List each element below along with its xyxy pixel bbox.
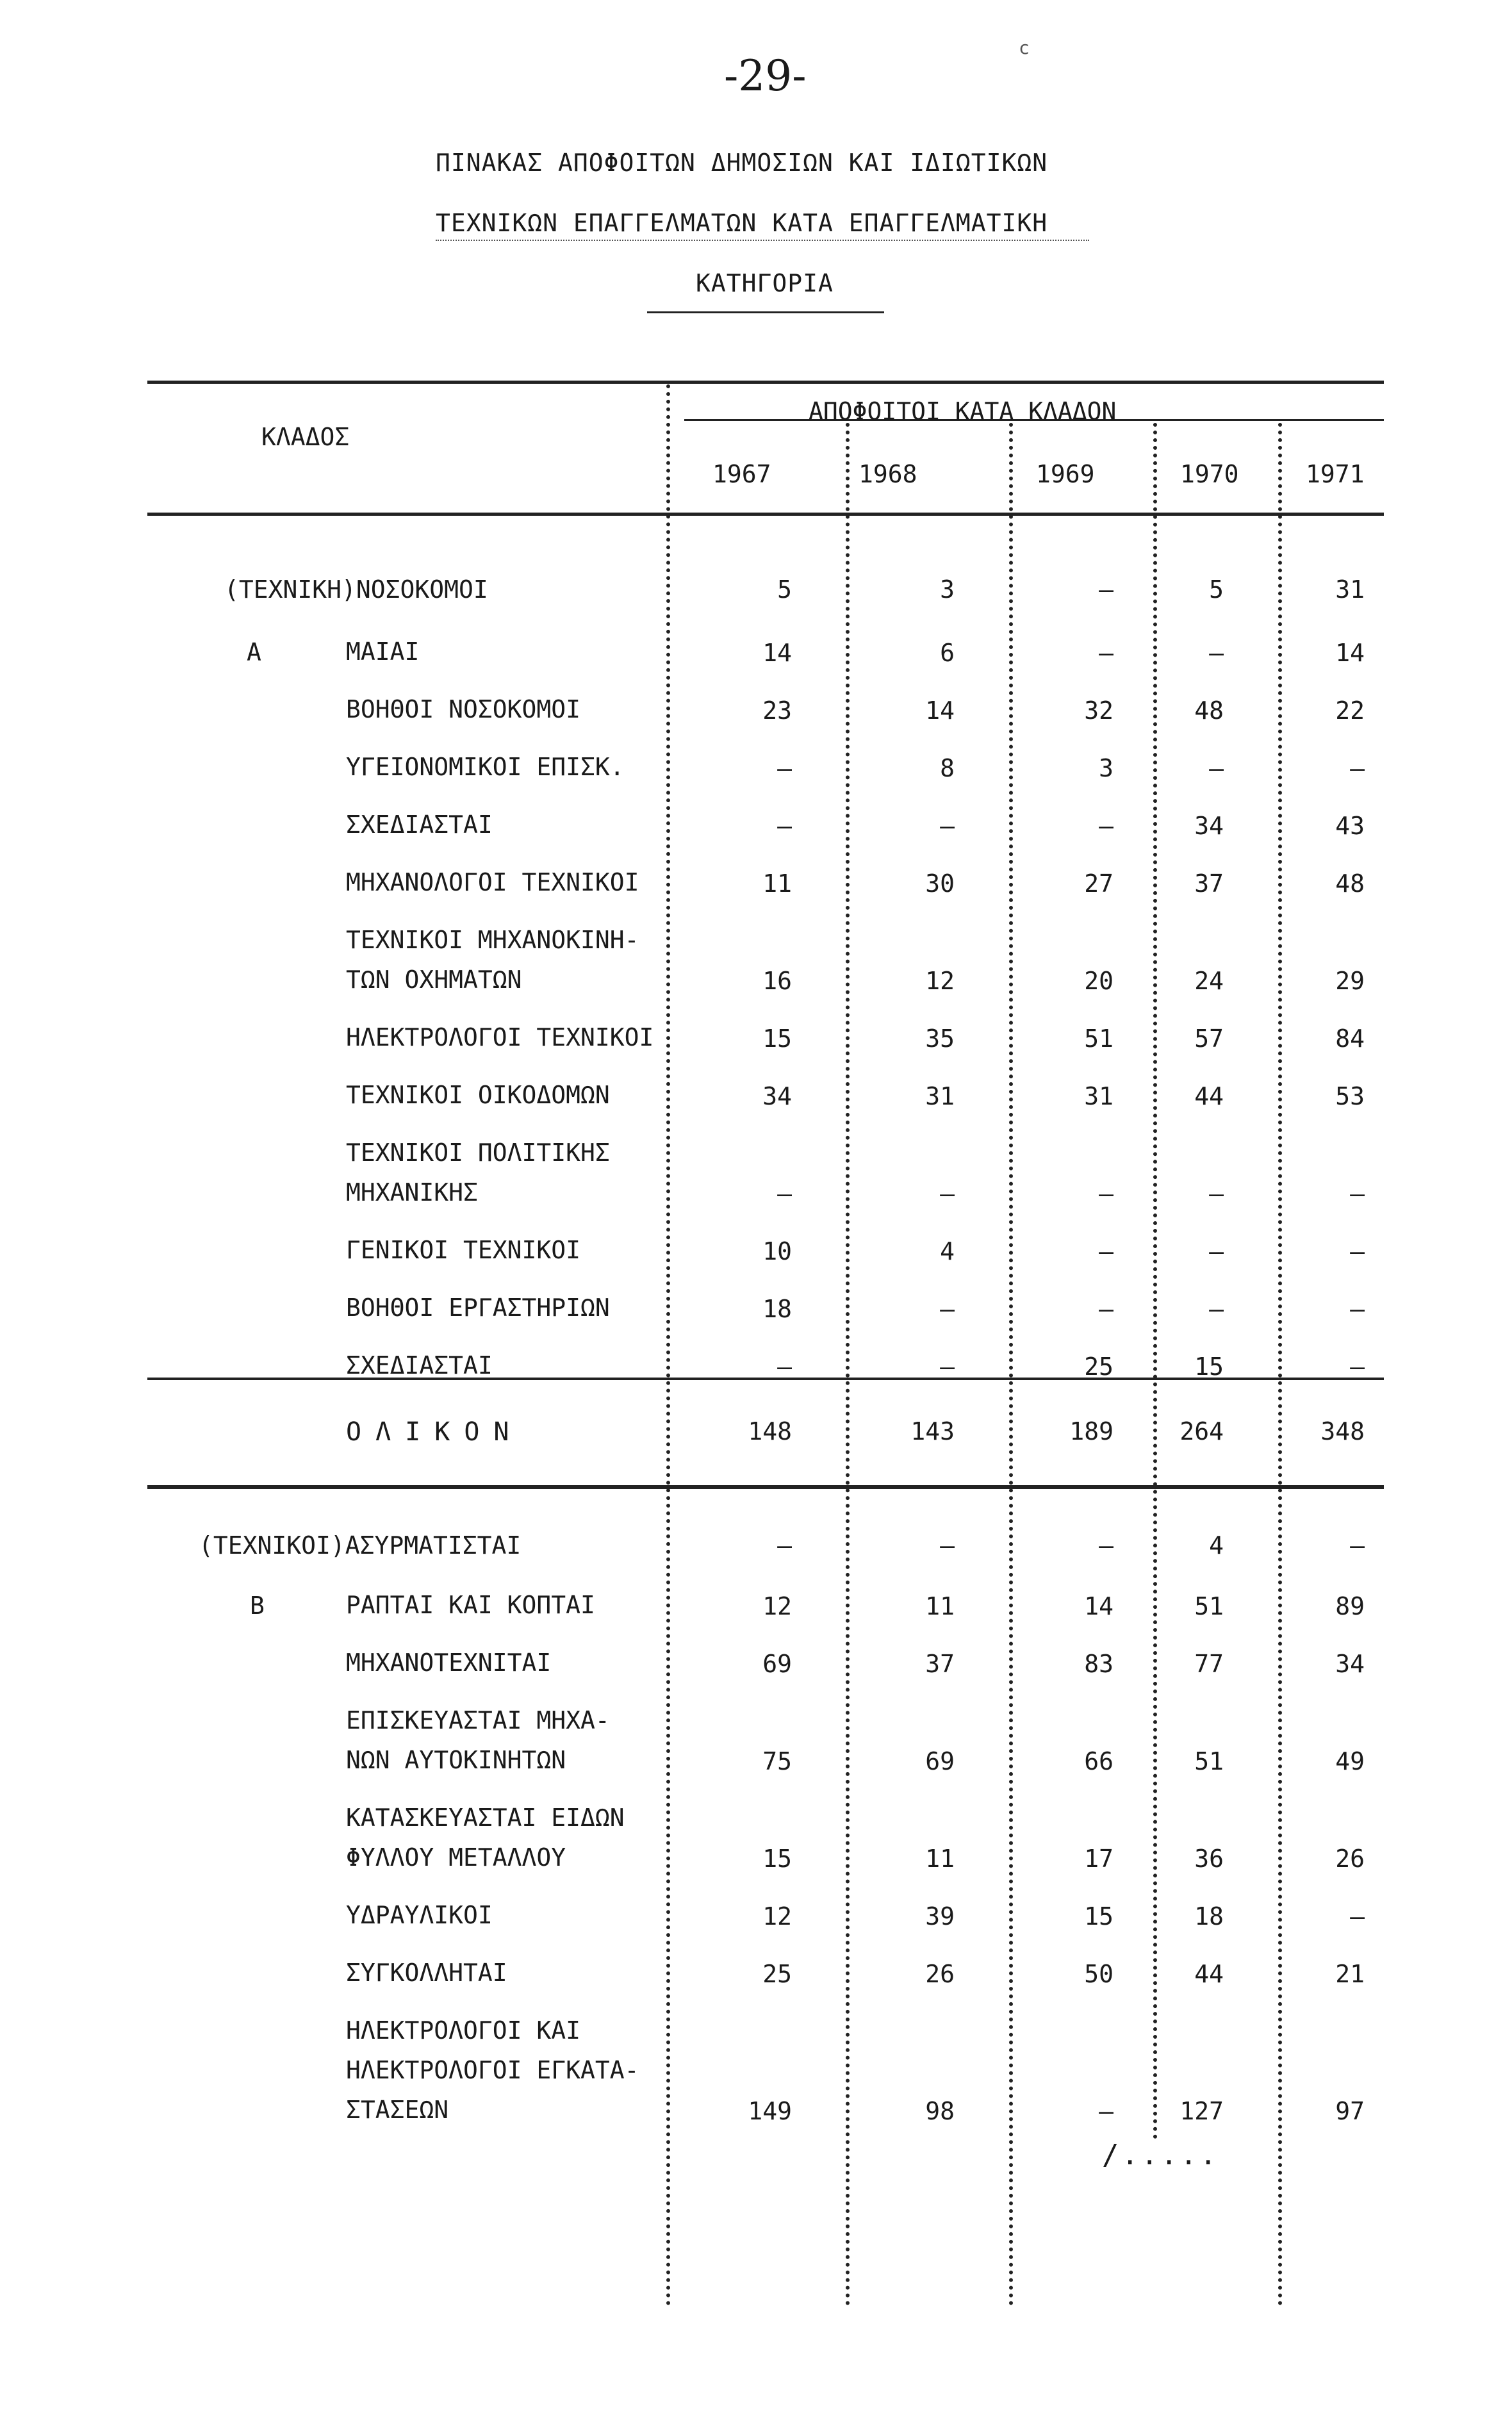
section-b-row-label [346,1798,625,1877]
section-b-cell: 26 [1335,1845,1365,1873]
title-line-1: ΠΙΝΑΚΑΣ ΑΠΟΦΟΙΤΩΝ ΔΗΜΟΣΙΩΝ ΚΑΙ ΙΔΙΩΤΙΚΩΝ [436,149,1048,177]
total-cell: 264 [1179,1417,1224,1445]
section-a-row-label [346,862,639,902]
section-a-cell: 29 [1335,967,1365,995]
section-a-row-label [346,920,639,1000]
total-cell: 143 [910,1417,955,1445]
section-b-cell: 14 [1084,1592,1113,1620]
section-a-cell: 48 [1194,696,1224,725]
section-a-title-cell: 3 [940,575,955,604]
section-a-title-cell: 31 [1335,575,1365,604]
section-a-row-label [346,805,493,844]
column-separator [1153,423,1157,2140]
row-label-line: ΚΑΤΑΣΚΕΥΑΣΤΑΙ ΕΙΔΩΝ [346,1804,625,1832]
section-b-cell: 51 [1194,1592,1224,1620]
section-a-cell: – [1209,1295,1224,1323]
total-label: ΟΛΙΚΟΝ [346,1417,523,1447]
section-a-title-cell: 5 [1209,575,1224,604]
continuation-mark: /..... [1102,2139,1219,2171]
section-a-cell: 14 [762,639,792,667]
section-a-cell: 15 [762,1024,792,1053]
section-b-title-cell: – [940,1531,955,1559]
title-line-2: ΤΕΧΝΙΚΩΝ ΕΠΑΓΓΕΛΜΑΤΩΝ ΚΑΤΑ ΕΠΑΓΓΕΛΜΑΤΙΚΗ [436,209,1048,237]
row-label-line: ΒΟΗΘΟΙ ΝΟΣΟΚΟΜΟΙ [346,695,581,723]
section-b-cell: 127 [1179,2097,1224,2125]
section-a-cell: 6 [940,639,955,667]
page-number: -29- [724,51,807,101]
section-a-cell: – [940,812,955,840]
section-a-cell: – [1350,1295,1365,1323]
section-b-title-cell: – [1099,1531,1113,1559]
title-dotted-underline [436,238,1089,241]
total-bottom-rule [147,1485,1384,1489]
title-line-3: ΚΑΤΗΓΟΡΙΑ [696,269,834,297]
section-a-row-label [346,1230,580,1270]
row-label-line: ΗΛΕΚΤΡΟΛΟΓΟΙ ΕΓΚΑΤΑ- [346,2056,639,2084]
section-a-cell: 4 [940,1237,955,1265]
section-a-row-label [346,689,580,729]
section-b-cell: – [1350,1902,1365,1930]
row-label-line: ΥΓΕΙΟΝΟΜΙΚΟΙ ΕΠΙΣΚ. [346,753,625,781]
total-cell: 148 [748,1417,792,1445]
row-label-line: ΜΗΧΑΝΟΤΕΧΝΙΤΑΙ [346,1649,552,1677]
section-a-cell: 11 [762,869,792,898]
section-b-row-label [346,1585,595,1625]
section-b-cell: 49 [1335,1747,1365,1775]
section-a-cell: – [1209,1237,1224,1265]
section-a-cell: – [1209,1180,1224,1208]
header-bottom-rule [147,513,1384,516]
section-a-cell: – [1209,754,1224,782]
section-a-cell: 22 [1335,696,1365,725]
section-b-cell: 149 [748,2097,792,2125]
section-b-cell: 89 [1335,1592,1365,1620]
section-a-cell: 57 [1194,1024,1224,1053]
row-label-line: ΕΠΙΣΚΕΥΑΣΤΑΙ ΜΗΧΑ- [346,1706,610,1734]
section-b-cell: 17 [1084,1845,1113,1873]
row-label-line: ΗΛΕΚΤΡΟΛΟΓΟΙ ΚΑΙ [346,2016,581,2044]
section-b-cell: 69 [925,1747,955,1775]
section-a-cell: 16 [762,967,792,995]
row-label-line: ΜΑΙΑΙ [346,638,420,666]
section-a-row-label [346,1345,493,1385]
row-label-line: ΣΥΓΚΟΛΛΗΤΑΙ [346,1959,507,1987]
section-a-row-label [346,1017,653,1057]
section-b-cell: 39 [925,1902,955,1930]
row-label-line: ΤΩΝ ΟΧΗΜΑΤΩΝ [346,966,522,994]
row-label-line: ΗΛΕΚΤΡΟΛΟΓΟΙ ΤΕΧΝΙΚΟΙ [346,1023,654,1051]
section-a-cell: – [777,1353,792,1381]
section-a-cell: 12 [925,967,955,995]
section-a-cell: 31 [1084,1082,1113,1110]
section-b-cell: 83 [1084,1650,1113,1678]
section-b-row-label [346,1895,493,1935]
section-a-row-label [346,747,625,787]
section-a-cell: – [777,1180,792,1208]
corner-mark: c [1019,37,1030,58]
section-a-cell: 3 [1099,754,1113,782]
section-b-row-label [346,1700,610,1780]
total-cell: 189 [1069,1417,1113,1445]
section-a-cell: 15 [1194,1353,1224,1381]
section-a-cell: 34 [1194,812,1224,840]
section-a-cell: 37 [1194,869,1224,898]
section-a-cell: 34 [762,1082,792,1110]
section-b-letter: Β [250,1592,265,1620]
row-label-line: ΜΗΧΑΝΙΚΗΣ [346,1178,478,1206]
section-a-cell: 18 [762,1295,792,1323]
section-a-cell: 10 [762,1237,792,1265]
section-a-cell: – [1209,639,1224,667]
section-b-cell: 11 [925,1592,955,1620]
section-a-row-label [346,632,419,671]
section-b-cell: 69 [762,1650,792,1678]
section-b-cell: 50 [1084,1960,1113,1988]
section-a-title-cell: – [1099,575,1113,604]
section-a-cell: 8 [940,754,955,782]
table-top-rule [147,381,1384,384]
section-b-cell: 15 [762,1845,792,1873]
section-b-cell: – [1099,2097,1113,2125]
section-a-row-label [346,1133,610,1212]
section-a-cell: 23 [762,696,792,725]
section-b-cell: 77 [1194,1650,1224,1678]
section-b-title: (ΤΕΧΝΙΚΟΙ)ΑΣΥΡΜΑΤΙΣΤΑΙ [199,1531,522,1559]
section-b-cell: 25 [762,1960,792,1988]
section-b-cell: 75 [762,1747,792,1775]
year-1969: 1969 [1036,460,1095,488]
section-a-cell: 24 [1194,967,1224,995]
section-a-cell: 20 [1084,967,1113,995]
row-label-line: ΣΤΑΣΕΩΝ [346,2096,449,2124]
section-a-cell: – [940,1295,955,1323]
row-label-line: ΤΕΧΝΙΚΟΙ ΟΙΚΟΔΟΜΩΝ [346,1081,610,1109]
section-b-row-label [346,1643,551,1682]
section-a-cell: 25 [1084,1353,1113,1381]
section-b-cell: 36 [1194,1845,1224,1873]
row-label-line: ΤΕΧΝΙΚΟΙ ΠΟΛΙΤΙΚΗΣ [346,1139,610,1167]
row-label-line: ΣΧΕΔΙΑΣΤΑΙ [346,1351,493,1379]
section-b-cell: 97 [1335,2097,1365,2125]
section-b-cell: 44 [1194,1960,1224,1988]
section-b-row-label [346,2011,639,2130]
section-a-cell: – [1099,812,1113,840]
section-a-cell: 43 [1335,812,1365,840]
row-label-line: ΒΟΗΘΟΙ ΕΡΓΑΣΤΗΡΙΩΝ [346,1294,610,1322]
section-b-row-label [346,1953,507,1993]
section-b-cell: 26 [925,1960,955,1988]
section-b-cell: 34 [1335,1650,1365,1678]
section-b-cell: 21 [1335,1960,1365,1988]
row-label-line: ΡΑΠΤΑΙ ΚΑΙ ΚΟΠΤΑΙ [346,1591,595,1619]
section-a-cell: – [1099,1237,1113,1265]
header-klados: ΚΛΑΔΟΣ [261,423,350,451]
section-a-cell: – [940,1353,955,1381]
section-a-letter: Α [247,638,261,666]
section-a-cell: 44 [1194,1082,1224,1110]
column-separator [846,423,850,2307]
section-a-cell: – [1350,754,1365,782]
section-a-cell: – [1350,1353,1365,1381]
section-a-cell: – [1099,1180,1113,1208]
section-a-cell: – [1099,1295,1113,1323]
row-label-line: ΓΕΝΙΚΟΙ ΤΕΧΝΙΚΟΙ [346,1236,581,1264]
year-1968: 1968 [859,460,917,488]
section-b-cell: 18 [1194,1902,1224,1930]
year-1967: 1967 [712,460,771,488]
section-b-cell: 12 [762,1902,792,1930]
header-group: ΑΠΟΦΟΙΤΟΙ ΚΑΤΑ ΚΛΑΔΟΝ [809,397,1117,425]
section-a-cell: 32 [1084,696,1113,725]
section-b-cell: 66 [1084,1747,1113,1775]
section-a-cell: 51 [1084,1024,1113,1053]
section-a-cell: 14 [925,696,955,725]
year-1971: 1971 [1306,460,1365,488]
section-a-cell: 14 [1335,639,1365,667]
section-b-cell: 12 [762,1592,792,1620]
section-b-cell: 15 [1084,1902,1113,1930]
row-label-line: ΤΕΧΝΙΚΟΙ ΜΗΧΑΝΟΚΙΝΗ- [346,926,639,954]
section-a-cell: 84 [1335,1024,1365,1053]
section-b-title-cell: 4 [1209,1531,1224,1559]
year-1970: 1970 [1180,460,1239,488]
section-a-cell: – [1350,1180,1365,1208]
section-a-cell: 31 [925,1082,955,1110]
section-b-title-cell: – [1350,1531,1365,1559]
section-a-title: (ΤΕΧΝΙΚΗ)ΝΟΣΟΚΟΜΟΙ [224,575,488,604]
section-b-title-cell: – [777,1531,792,1559]
row-label-line: ΣΧΕΔΙΑΣΤΑΙ [346,810,493,839]
column-separator [666,384,670,2307]
section-a-row-label [346,1075,610,1115]
section-a-cell: – [1099,639,1113,667]
row-label-line: ΜΗΧΑΝΟΛΟΓΟΙ ΤΕΧΝΙΚΟΙ [346,868,639,896]
total-cell: 348 [1320,1417,1365,1445]
row-label-line: ΥΔΡΑΥΛΙΚΟΙ [346,1901,493,1929]
section-a-cell: 27 [1084,869,1113,898]
section-a-cell: – [777,754,792,782]
section-a-cell: – [940,1180,955,1208]
section-b-cell: 51 [1194,1747,1224,1775]
section-a-cell: 48 [1335,869,1365,898]
section-b-cell: 11 [925,1845,955,1873]
section-a-title-cell: 5 [777,575,792,604]
row-label-line: ΝΩΝ ΑΥΤΟΚΙΝΗΤΩΝ [346,1746,566,1774]
section-a-cell: 30 [925,869,955,898]
section-a-cell: 53 [1335,1082,1365,1110]
section-a-row-label [346,1288,610,1328]
section-a-cell: – [777,812,792,840]
row-label-line: ΦΥΛΛΟΥ ΜΕΤΑΛΛΟΥ [346,1843,566,1872]
section-b-cell: 37 [925,1650,955,1678]
section-a-cell: 35 [925,1024,955,1053]
section-b-cell: 98 [925,2097,955,2125]
section-a-cell: – [1350,1237,1365,1265]
title-underline [647,311,884,313]
